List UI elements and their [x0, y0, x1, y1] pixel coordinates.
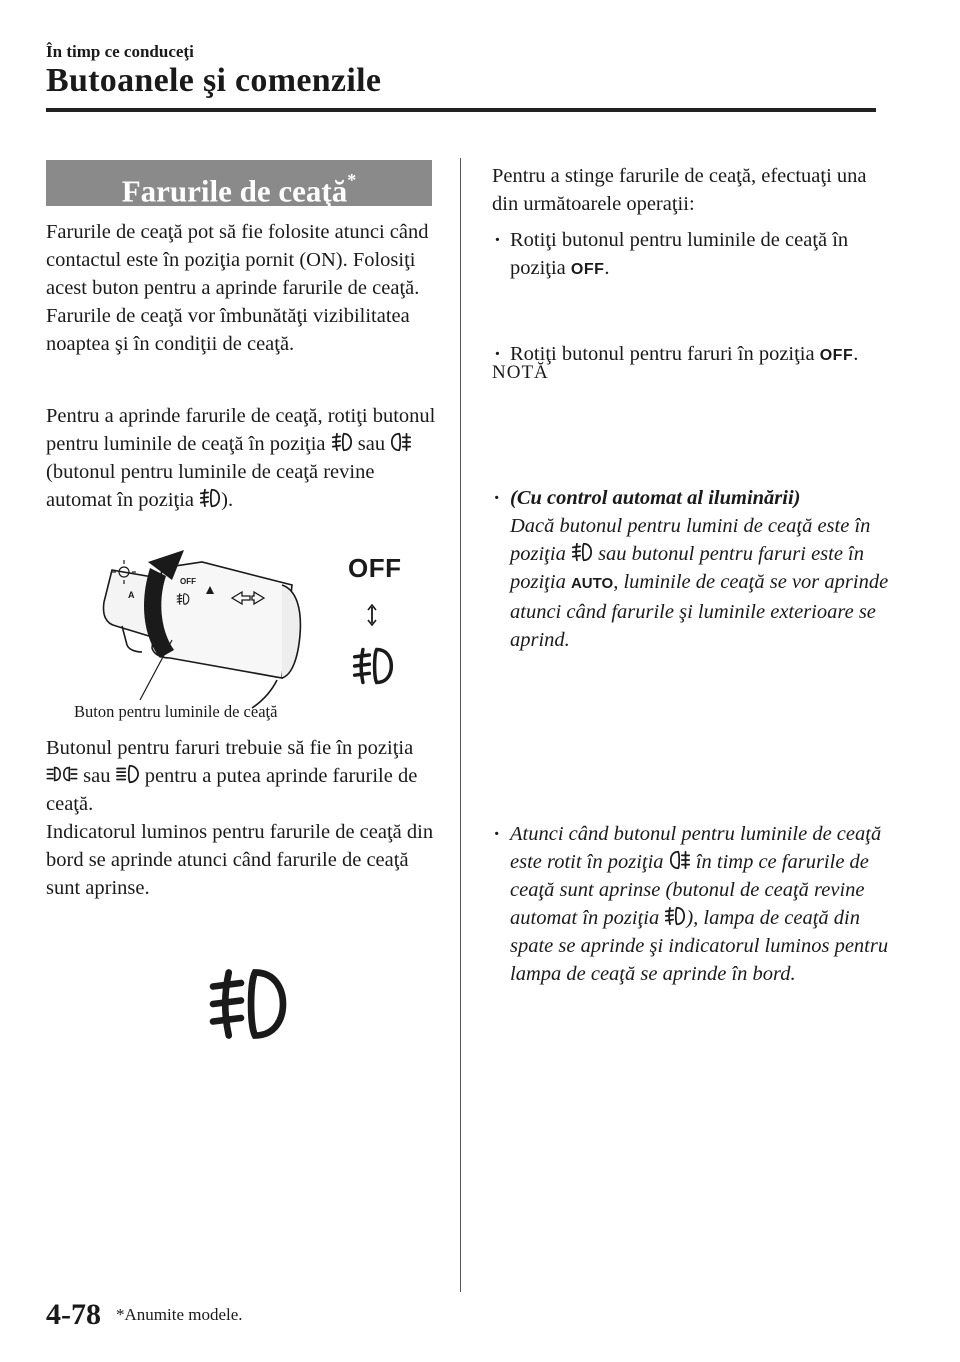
- off-label: OFF: [570, 261, 605, 278]
- bullet-text: Rotiţi butonul pentru faruri în poziţia: [510, 343, 815, 365]
- rear-fog-light-icon: [669, 849, 691, 871]
- stalk-body: [152, 562, 292, 678]
- note-text-c: ), lampa de ceaţă din spate se aprinde şi indicatorul luminos pentru lampa de ceaţă se aprinde în bord.: [510, 907, 889, 985]
- stalk-tip: [282, 585, 300, 678]
- off-position-label: OFF: [348, 553, 402, 583]
- indicator-paragraph: Indicatorul luminos pentru farurile de ceaţă din bord se aprinde atunci când farurile de ceaţă sunt aprinse.: [46, 821, 434, 899]
- optional-equipment-asterisk: *: [347, 170, 357, 190]
- front-fog-light-icon: [350, 644, 396, 688]
- rear-fog-light-icon: [390, 431, 412, 453]
- headlight-icon: [116, 763, 140, 785]
- chapter-title: Butoanele şi comenzile: [46, 62, 382, 99]
- note-subtitle: (Cu control automat al iluminării): [510, 487, 801, 509]
- note-text-b: în timp ce farurile de ceaţă sunt aprinse (butonul de ceaţă revine automat în poziţia: [510, 851, 869, 929]
- headlight-text-a: Butonul pentru faruri trebuie să fie în poziţia: [46, 737, 414, 759]
- bullet-fog-switch-off: [492, 226, 900, 284]
- note-heading: NOTĂ: [492, 362, 549, 383]
- section-title: [46, 160, 432, 209]
- or-word: sau: [83, 765, 111, 787]
- page-number: 4-78: [46, 1298, 101, 1331]
- turn-on-paragraph: [46, 402, 441, 514]
- headlight-text-b: pentru a putea aprinde farurile de ceaţă.: [46, 765, 418, 815]
- double-arrow-icon: [366, 604, 378, 626]
- intro-paragraph: Farurile de ceaţă pot să fie folosite atunci când contactul este în poziţia pornit (ON). Folosiţi acest buton pentru a aprinde farurile de ceaţă. Farurile de ceaţă vor îmbunătăţi vizibilitatea noaptea şi în condiţii de ceaţă.: [46, 221, 429, 355]
- bullet-text: Rotiţi butonul pentru luminile de ceaţă în poziţia: [510, 229, 849, 279]
- footnote: *Anumite modele.: [116, 1305, 243, 1324]
- period: .: [853, 343, 859, 365]
- period: .: [604, 257, 610, 279]
- auto-label: AUTO: [570, 575, 614, 592]
- note-text-c: , luminile de ceaţă se vor aprinde atunci când farurile şi luminile exterioare se aprind.: [510, 571, 889, 651]
- note-rear-fog: [492, 820, 900, 988]
- note-text-a: Atunci când butonul pentru luminile de ceaţă este rotit în poziţia: [510, 823, 882, 873]
- front-fog-light-icon: [331, 431, 353, 453]
- turn-off-intro: Pentru a stinge farurile de ceaţă, efectuaţi una din următoarele operaţii:: [492, 165, 867, 215]
- turn-on-text-b: (butonul pentru luminile de ceaţă revine automat în poziţia: [46, 461, 375, 511]
- turn-on-text-a: Pentru a aprinde farurile de ceaţă, rotiţi butonul pentru luminile de ceaţă în poziţia: [46, 405, 436, 455]
- parking-lights-icon: [46, 763, 78, 785]
- front-fog-light-icon: [571, 541, 593, 563]
- note-auto-lighting: [492, 484, 900, 654]
- running-head: În timp ce conduceţi: [46, 42, 194, 61]
- note-text-a: Dacă butonul pentru lumini de ceaţă este în poziţia: [510, 515, 871, 565]
- front-fog-light-icon: [199, 487, 221, 509]
- header-rule: [46, 108, 876, 112]
- column-divider: [460, 158, 461, 1292]
- front-fog-light-icon: [664, 905, 686, 927]
- stalk-off-label: OFF: [180, 577, 196, 586]
- svg-text:A: A: [128, 590, 135, 600]
- figure-caption: Buton pentru luminile de ceaţă: [74, 702, 278, 721]
- section-title-text: Farurile de ceaţă: [121, 173, 348, 209]
- headlight-requirement-paragraph: [46, 734, 441, 818]
- or-word: sau: [357, 433, 386, 455]
- note-text-b: sau butonul pentru faruri este în poziţia: [510, 543, 865, 593]
- fog-light-indicator-icon: [206, 962, 290, 1046]
- off-label: OFF: [819, 347, 854, 364]
- turn-on-text-c: ).: [221, 489, 234, 511]
